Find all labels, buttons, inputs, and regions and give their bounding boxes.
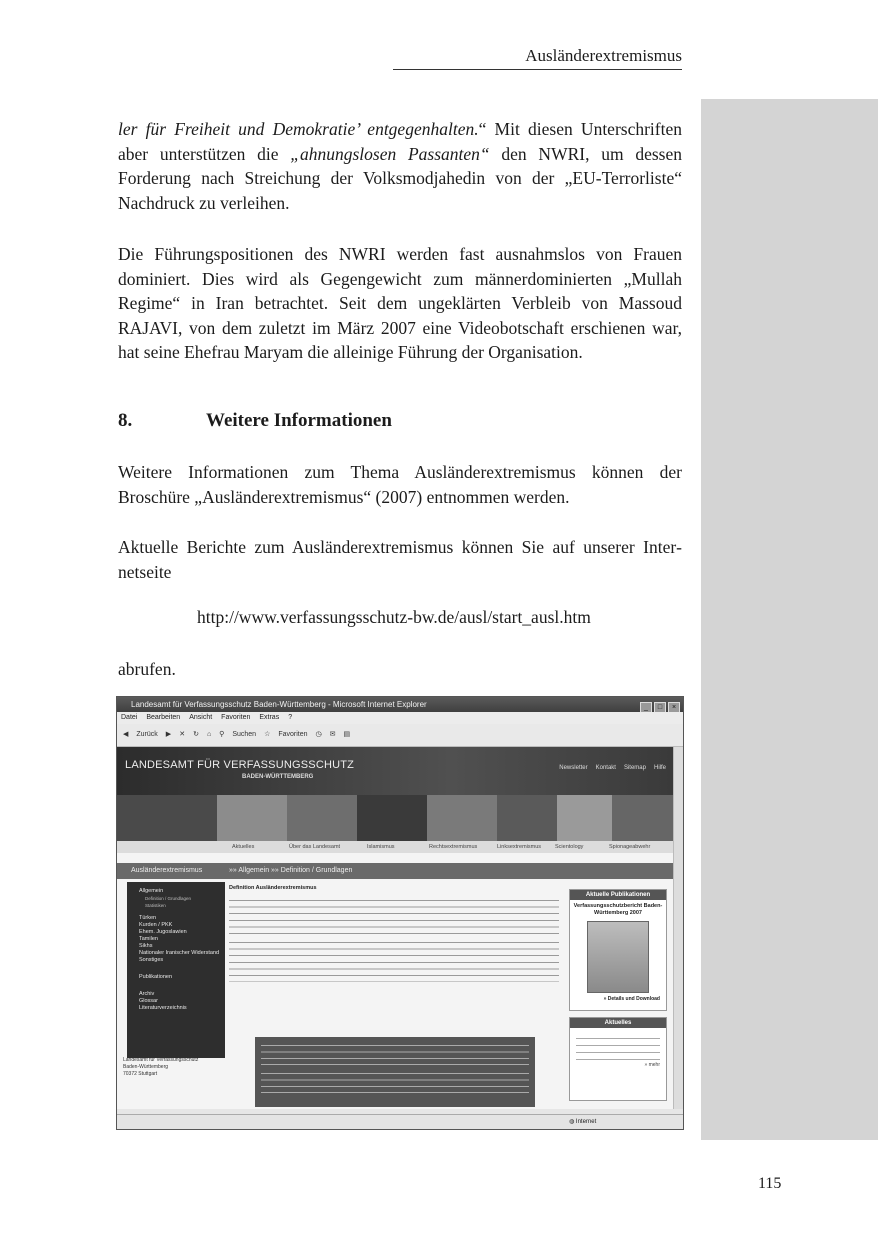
photo-4 [357, 795, 427, 841]
paragraph-1 [118, 117, 682, 215]
breadcrumb-bar [117, 863, 674, 879]
quote-block-1 [261, 1041, 529, 1065]
address-line-3: 70372 Stuttgart [123, 1071, 158, 1077]
main-content [229, 885, 559, 986]
refresh-icon: ↻ [193, 731, 199, 738]
nav-scientology: Scientology [555, 844, 584, 850]
nav-spionageabwehr: Spionageabwehr [609, 844, 651, 850]
section-title: Weitere Informationen [206, 410, 392, 431]
search-label: Suchen [232, 731, 257, 738]
download-link: » Details und Download [603, 996, 660, 1002]
section-heading [118, 410, 392, 432]
paragraph-3: Weitere Informationen zum Thema Ausländerextremismus können der Broschüre „Ausländerextremismus“ (2007) entnommen werden. [118, 462, 682, 507]
menu-item-jugoslawien: Ehem. Jugoslawien [139, 929, 187, 935]
stop-icon: ✕ [179, 731, 186, 738]
status-zone [569, 1115, 596, 1129]
publication-title: Verfassungsschutzbericht Baden-Württemberg 2007 [573, 903, 663, 916]
menu-item-statistiken: Statistiken [145, 903, 166, 908]
menu-help: ? [288, 714, 293, 721]
minimize-icon: _ [640, 702, 652, 712]
window-title: Landesamt für Verfassungsschutz Baden-Württemberg - Microsoft Internet Explorer [131, 700, 427, 709]
nav-rechtsextremismus: Rechtsextremismus [429, 844, 478, 850]
menu-item-literatur: Literaturverzeichnis [139, 1005, 187, 1011]
menu-item-publikationen: Publikationen [139, 974, 173, 980]
nav-islamismus: Islamismus [367, 844, 395, 850]
page-header-title: Ausländerextremismus [525, 46, 682, 65]
scrollbar [673, 747, 683, 1109]
news-title: Aktuelles [570, 1018, 666, 1028]
paragraph-1-italic-start: ler für Freiheit und Demokratie’ entgegenhalten. [118, 119, 479, 139]
paragraph-1-italic-mid: „ahnungslosen Passanten“ [290, 143, 490, 164]
history-icon: ◷ [315, 731, 322, 738]
menu-item-sikhs: Sikhs [139, 943, 153, 949]
maximize-icon: □ [654, 702, 666, 712]
print-icon: ▤ [343, 731, 351, 738]
top-link-newsletter: Newsletter [559, 765, 588, 771]
top-link-sitemap: Sitemap [623, 765, 646, 771]
margin-grey-bar [701, 99, 878, 1140]
news-text [576, 1034, 660, 1062]
section-number: 8. [118, 410, 133, 431]
status-zone-label: Internet [575, 1119, 597, 1125]
menu-item-sonstiges: Sonstiges [139, 957, 164, 963]
window-titlebar [117, 697, 683, 712]
forward-icon: ▶ [165, 731, 172, 738]
address-block [123, 1057, 223, 1078]
back-label: Zurück [136, 731, 158, 738]
browser-screenshot [116, 696, 684, 1130]
paragraph-5: abrufen. [118, 659, 176, 679]
publications-title: Aktuelle Publikationen [570, 890, 666, 900]
status-bar [117, 1114, 683, 1129]
web-page-viewport [117, 747, 674, 1109]
state-name: BADEN-WÜRTTEMBERG [242, 774, 314, 780]
menu-ansicht: Ansicht [189, 714, 213, 721]
menu-item-definition: Definition / Grundlagen [145, 896, 192, 901]
nav-linksextremismus: Linksextremismus [497, 844, 542, 850]
photo-1 [117, 795, 217, 841]
paragraph-4: Aktuelle Berichte zum Ausländerextremismus können Sie auf unserer Internetseite [118, 537, 682, 582]
menu-item-glossar: Glossar [139, 998, 158, 1004]
site-banner [117, 747, 674, 795]
top-link-kontakt: Kontakt [595, 765, 616, 771]
menu-extras: Extras [259, 714, 280, 721]
photo-8 [612, 795, 674, 841]
publication-cover [587, 921, 649, 993]
paragraph-2: Die Führungspositionen des NWRI werden fast ausnahmslos von Frauen dominiert. Dies wird als Gegengewicht zum männerdominierten „Mullah Regime“ in Iran betrachtet. Seit dem ungeklärten Verbleib von Massoud RAJAVI, von dem zuletzt im März 2007 eine Videobotschaft erschienen war, hat seine Ehefrau Maryam die alleinige Führung der Organisation. [118, 244, 682, 362]
top-link-hilfe: Hilfe [653, 765, 666, 771]
main-text-block-2 [229, 938, 559, 982]
menu-bar [117, 712, 683, 724]
photo-6 [497, 795, 557, 841]
quote-box [255, 1037, 535, 1107]
website-url[interactable]: http://www.verfassungsschutz-bw.de/ausl/start_ausl.htm [197, 607, 591, 627]
menu-favoriten: Favoriten [221, 714, 251, 721]
page-number: 115 [758, 1175, 782, 1192]
browser-toolbar [117, 724, 683, 747]
search-icon: ⚲ [219, 731, 225, 738]
publications-box [569, 889, 667, 1011]
globe-icon: ◍ [569, 1119, 576, 1125]
top-links [551, 765, 666, 771]
crumb-section: Ausländerextremismus [131, 867, 203, 874]
address-line-1: Landesamt für Verfassungsschutz [123, 1057, 199, 1063]
news-more-link: » mehr [644, 1062, 660, 1068]
photo-7 [557, 795, 612, 841]
menu-item-archiv: Archiv [139, 991, 155, 997]
photo-strip [117, 795, 674, 841]
header-rule [393, 69, 682, 70]
main-heading: Definition Ausländerextremismus [229, 885, 317, 891]
photo-2 [217, 795, 287, 841]
menu-bearbeiten: Bearbeiten [146, 714, 181, 721]
menu-item-tamilen: Tamilen [139, 936, 158, 942]
agency-name: LANDESAMT FÜR VERFASSUNGSSCHUTZ [125, 759, 355, 771]
back-icon: ◀ [123, 731, 129, 738]
window-controls [638, 699, 680, 712]
paragraph-1-text-a: “ Mit diesen Unterschriften aber unterstützen die [118, 119, 683, 164]
favorites-icon: ☆ [264, 731, 271, 738]
left-menu [127, 882, 225, 1058]
address-line-2: Baden-Württemberg [123, 1064, 169, 1070]
menu-item-kurden: Kurden / PKK [139, 922, 173, 928]
nav-landesamt: Über das Landesamt [289, 844, 341, 850]
home-icon: ⌂ [206, 731, 212, 738]
site-nav [117, 841, 674, 853]
paragraph-1-text-b: den NWRI, um dessen Forderung nach Streichung der Volksmodjahedin von der „EU-Terrorliste“ Nachdruck zu verleihen. [118, 143, 682, 213]
photo-3 [287, 795, 357, 841]
nav-aktuelles: Aktuelles [232, 844, 255, 850]
menu-item-tuerken: Türken [139, 915, 157, 921]
main-text-block-1 [229, 896, 559, 934]
photo-5 [427, 795, 497, 841]
mail-icon: ✉ [329, 731, 336, 738]
menu-item-iran: Nationaler Iranischer Widerstand [139, 950, 220, 956]
favorites-label: Favoriten [278, 731, 308, 738]
close-icon: × [668, 702, 680, 712]
quote-block-2 [261, 1069, 529, 1093]
menu-datei: Datei [121, 714, 138, 721]
crumb-path: »» Allgemein »» Definition / Grundlagen [229, 867, 353, 874]
news-box [569, 1017, 667, 1101]
menu-item-allgemein: Allgemein [139, 888, 164, 894]
